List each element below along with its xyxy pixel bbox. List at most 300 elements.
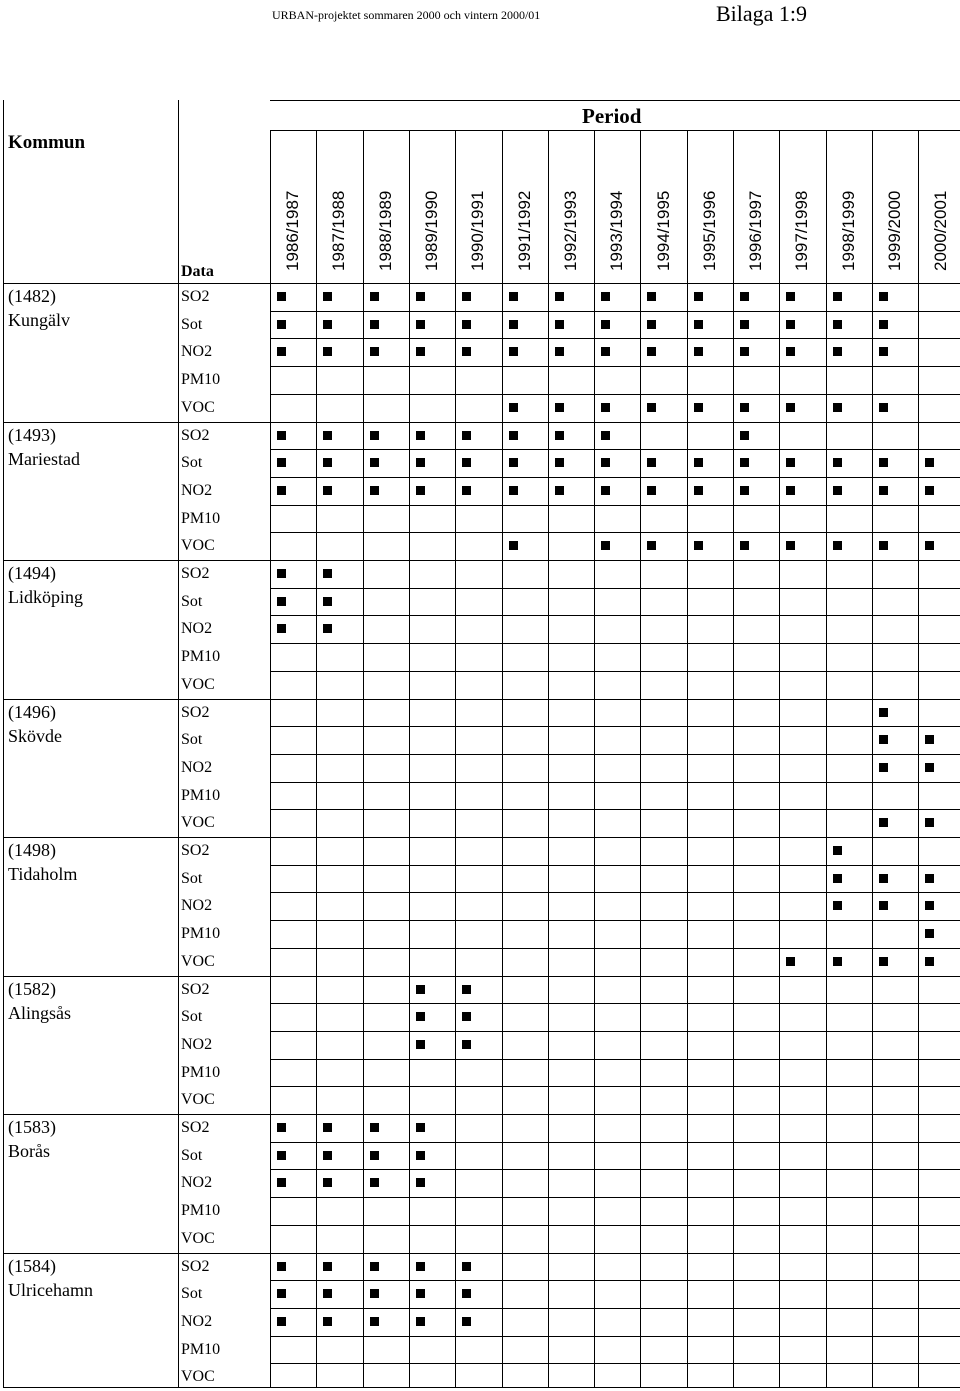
year-column-header bbox=[931, 190, 951, 291]
measurement-mark bbox=[601, 541, 610, 550]
measurement-mark bbox=[601, 347, 610, 356]
municipality-label bbox=[8, 284, 70, 332]
data-type-label: VOC bbox=[181, 537, 215, 555]
measurement-mark bbox=[786, 541, 795, 550]
measurement-mark bbox=[323, 486, 332, 495]
measurement-mark bbox=[879, 292, 888, 301]
measurement-mark bbox=[925, 458, 934, 467]
measurement-mark bbox=[879, 708, 888, 717]
measurement-mark bbox=[833, 320, 842, 329]
measurement-mark bbox=[786, 957, 795, 966]
measurement-mark bbox=[879, 486, 888, 495]
measurement-mark bbox=[277, 347, 286, 356]
measurement-mark bbox=[925, 929, 934, 938]
row-divider bbox=[270, 1142, 960, 1143]
year-column-divider bbox=[502, 130, 503, 1387]
year-column-divider bbox=[779, 130, 780, 1387]
year-column-divider bbox=[363, 130, 364, 1387]
measurement-mark bbox=[462, 985, 471, 994]
period-top-border bbox=[270, 100, 960, 101]
measurement-mark bbox=[925, 486, 934, 495]
measurement-mark bbox=[416, 431, 425, 440]
row-divider bbox=[270, 1031, 960, 1032]
year-label: 1991/1992 bbox=[514, 190, 534, 271]
measurement-mark bbox=[879, 347, 888, 356]
measurement-mark bbox=[601, 292, 610, 301]
measurement-mark bbox=[647, 458, 656, 467]
measurement-mark bbox=[740, 541, 749, 550]
row-divider bbox=[270, 505, 960, 506]
measurement-mark bbox=[416, 347, 425, 356]
measurement-mark bbox=[694, 403, 703, 412]
data-type-label: PM10 bbox=[181, 1202, 221, 1220]
measurement-mark bbox=[370, 1123, 379, 1132]
measurement-mark bbox=[416, 1123, 425, 1132]
data-type-label: SO2 bbox=[181, 288, 210, 305]
kommun-header: Kommun bbox=[8, 132, 86, 153]
measurement-mark bbox=[647, 320, 656, 329]
measurement-mark bbox=[416, 320, 425, 329]
year-label: 1993/1994 bbox=[607, 190, 627, 271]
measurement-mark bbox=[462, 486, 471, 495]
row-divider bbox=[270, 1197, 960, 1198]
municipality-separator bbox=[3, 1114, 960, 1115]
municipality-separator bbox=[3, 837, 960, 838]
year-column-header bbox=[792, 190, 812, 291]
row-divider bbox=[270, 726, 960, 727]
row-divider bbox=[270, 920, 960, 921]
period-header: Period bbox=[582, 104, 642, 128]
measurement-mark bbox=[601, 431, 610, 440]
data-type-label: Sot bbox=[181, 1285, 203, 1303]
year-label: 1988/1989 bbox=[375, 190, 395, 271]
municipality-name: Alingsås bbox=[8, 1002, 71, 1023]
year-column-divider bbox=[594, 130, 595, 1387]
data-type-label: SO2 bbox=[181, 565, 210, 582]
year-column-divider bbox=[640, 130, 641, 1387]
measurement-mark bbox=[740, 292, 749, 301]
measurement-mark bbox=[370, 486, 379, 495]
measurement-mark bbox=[416, 985, 425, 994]
measurement-mark bbox=[833, 846, 842, 855]
measurement-mark bbox=[416, 1262, 425, 1271]
year-column-divider bbox=[733, 130, 734, 1387]
data-type-label: SO2 bbox=[181, 1119, 210, 1136]
row-divider bbox=[270, 449, 960, 450]
measurement-mark bbox=[925, 957, 934, 966]
year-label: 2000/2001 bbox=[931, 190, 951, 271]
municipality-code: (1496) bbox=[8, 701, 56, 722]
row-divider bbox=[270, 338, 960, 339]
measurement-mark bbox=[277, 486, 286, 495]
measurement-mark bbox=[277, 431, 286, 440]
measurement-mark bbox=[740, 431, 749, 440]
municipality-code: (1584) bbox=[8, 1255, 56, 1276]
measurement-mark bbox=[694, 320, 703, 329]
measurement-mark bbox=[323, 569, 332, 578]
measurement-mark bbox=[879, 458, 888, 467]
measurement-mark bbox=[370, 1317, 379, 1326]
data-type-label: SO2 bbox=[181, 426, 210, 444]
measurement-mark bbox=[509, 541, 518, 550]
municipality-label bbox=[8, 1115, 56, 1163]
row-divider bbox=[270, 477, 960, 478]
row-divider bbox=[270, 809, 960, 810]
measurement-mark bbox=[833, 458, 842, 467]
measurement-mark bbox=[879, 957, 888, 966]
row-divider bbox=[270, 865, 960, 866]
measurement-mark bbox=[786, 320, 795, 329]
year-label: 1997/1998 bbox=[792, 190, 812, 271]
data-type-label: VOC bbox=[181, 398, 215, 416]
measurement-mark bbox=[462, 1262, 471, 1271]
measurement-mark bbox=[370, 431, 379, 440]
year-column-header bbox=[283, 190, 303, 291]
data-type-label: SO2 bbox=[181, 1257, 210, 1275]
measurement-mark bbox=[277, 597, 286, 606]
measurement-mark bbox=[786, 458, 795, 467]
measurement-mark bbox=[462, 347, 471, 356]
measurement-mark bbox=[509, 486, 518, 495]
measurement-mark bbox=[833, 292, 842, 301]
measurement-mark bbox=[323, 431, 332, 440]
measurement-mark bbox=[833, 486, 842, 495]
data-type-label: VOC bbox=[181, 675, 215, 693]
data-type-label: PM10 bbox=[181, 509, 221, 527]
measurement-mark bbox=[323, 292, 332, 301]
year-column-divider bbox=[409, 130, 410, 1387]
measurement-mark bbox=[416, 1040, 425, 1049]
row-divider bbox=[270, 782, 960, 783]
municipality-label bbox=[8, 423, 80, 471]
measurement-mark bbox=[416, 1289, 425, 1298]
data-type-label: PM10 bbox=[181, 1340, 221, 1358]
measurement-mark bbox=[370, 292, 379, 301]
measurement-mark bbox=[323, 320, 332, 329]
data-type-label: NO2 bbox=[181, 1312, 213, 1330]
measurement-mark bbox=[509, 347, 518, 356]
measurement-mark bbox=[416, 1178, 425, 1187]
measurement-mark bbox=[323, 597, 332, 606]
measurement-mark bbox=[416, 1317, 425, 1326]
row-divider bbox=[270, 394, 960, 395]
measurement-mark bbox=[740, 403, 749, 412]
row-divider bbox=[270, 1169, 960, 1170]
municipality-label bbox=[8, 977, 71, 1025]
measurement-mark bbox=[370, 347, 379, 356]
measurement-mark bbox=[323, 1178, 332, 1187]
measurement-mark bbox=[601, 486, 610, 495]
municipality-label bbox=[8, 700, 62, 748]
measurement-mark bbox=[740, 320, 749, 329]
measurement-mark bbox=[879, 874, 888, 883]
measurement-mark bbox=[694, 347, 703, 356]
row-divider bbox=[270, 532, 960, 533]
measurement-mark bbox=[879, 320, 888, 329]
data-type-label: NO2 bbox=[181, 481, 213, 499]
kommun-data-divider bbox=[178, 100, 179, 1387]
measurement-mark bbox=[879, 901, 888, 910]
year-column-divider bbox=[918, 130, 919, 1387]
row-divider bbox=[270, 948, 960, 949]
year-column-header bbox=[375, 190, 396, 291]
measurement-mark bbox=[370, 458, 379, 467]
measurement-mark bbox=[740, 347, 749, 356]
measurement-mark bbox=[740, 458, 749, 467]
measurement-mark bbox=[925, 763, 934, 772]
measurement-mark bbox=[509, 431, 518, 440]
data-type-label: NO2 bbox=[181, 620, 213, 638]
measurement-mark bbox=[647, 292, 656, 301]
data-type-label: NO2 bbox=[181, 758, 213, 776]
row-divider bbox=[270, 671, 960, 672]
measurement-mark bbox=[416, 1012, 425, 1021]
data-type-label: Sot bbox=[181, 1008, 203, 1026]
measurement-mark bbox=[833, 541, 842, 550]
measurement-mark bbox=[925, 874, 934, 883]
row-divider bbox=[270, 1308, 960, 1309]
measurement-mark bbox=[555, 347, 564, 356]
municipality-code: (1482) bbox=[8, 286, 56, 306]
measurement-mark bbox=[555, 403, 564, 412]
municipality-separator bbox=[3, 422, 960, 423]
year-label: 1999/2000 bbox=[885, 190, 905, 271]
measurement-mark bbox=[786, 347, 795, 356]
measurement-mark bbox=[370, 1289, 379, 1298]
municipality-separator bbox=[3, 699, 960, 700]
municipality-separator bbox=[3, 283, 960, 284]
year-column-divider bbox=[455, 130, 456, 1387]
data-type-label: Sot bbox=[181, 869, 203, 887]
data-type-label: Sot bbox=[181, 454, 203, 472]
year-column-header bbox=[653, 190, 674, 291]
measurement-mark bbox=[509, 320, 518, 329]
measurement-mark bbox=[925, 735, 934, 744]
measurement-mark bbox=[462, 292, 471, 301]
municipality-code: (1582) bbox=[8, 978, 56, 999]
measurement-mark bbox=[277, 1178, 286, 1187]
measurement-mark bbox=[509, 403, 518, 412]
measurement-mark bbox=[416, 1151, 425, 1160]
measurement-mark bbox=[277, 320, 286, 329]
measurement-mark bbox=[462, 1289, 471, 1298]
row-divider bbox=[270, 754, 960, 755]
municipality-code: (1493) bbox=[8, 424, 56, 445]
municipality-name: Lidköping bbox=[8, 587, 83, 607]
year-label: 1995/1996 bbox=[699, 190, 719, 271]
measurement-mark bbox=[925, 818, 934, 827]
row-divider bbox=[270, 643, 960, 644]
measurement-mark bbox=[323, 1289, 332, 1298]
row-divider bbox=[270, 1086, 960, 1087]
data-header: Data bbox=[181, 263, 214, 280]
data-type-label: Sot bbox=[181, 1146, 203, 1164]
measurement-mark bbox=[277, 458, 286, 467]
year-column-divider bbox=[270, 130, 271, 1387]
measurement-mark bbox=[370, 1262, 379, 1271]
municipality-code: (1583) bbox=[8, 1117, 56, 1137]
data-type-label: SO2 bbox=[181, 842, 210, 859]
data-type-label: NO2 bbox=[181, 1035, 213, 1053]
data-type-label: PM10 bbox=[181, 371, 221, 389]
municipality-separator bbox=[3, 1253, 960, 1254]
municipality-name: Ulricehamn bbox=[8, 1279, 93, 1300]
measurement-mark bbox=[647, 486, 656, 495]
municipality-label bbox=[8, 561, 83, 609]
measurement-mark bbox=[647, 347, 656, 356]
municipality-name: Borås bbox=[8, 1141, 50, 1161]
municipality-name: Mariestad bbox=[8, 448, 80, 469]
municipality-name: Skövde bbox=[8, 725, 62, 746]
data-type-label: VOC bbox=[181, 814, 215, 832]
data-type-label: VOC bbox=[181, 952, 215, 970]
header-project: URBAN-projektet sommaren 2000 och vintern 2000/01 bbox=[272, 8, 541, 22]
measurement-mark bbox=[323, 1151, 332, 1160]
municipality-code: (1498) bbox=[8, 840, 56, 860]
year-label: 1989/1990 bbox=[422, 190, 442, 271]
row-divider bbox=[270, 1225, 960, 1226]
data-type-label: Sot bbox=[181, 731, 203, 749]
year-column-header bbox=[699, 190, 720, 291]
year-column-header bbox=[422, 190, 442, 291]
data-type-label: PM10 bbox=[181, 648, 221, 666]
header-appendix: Bilaga 1:9 bbox=[716, 1, 808, 26]
row-divider bbox=[270, 1280, 960, 1281]
measurement-mark bbox=[879, 763, 888, 772]
year-column-header bbox=[514, 190, 535, 291]
data-type-label: Sot bbox=[181, 315, 203, 333]
row-divider bbox=[270, 1336, 960, 1337]
measurement-mark bbox=[370, 320, 379, 329]
year-column-header bbox=[838, 190, 859, 291]
year-column-header bbox=[560, 190, 581, 291]
measurement-mark bbox=[879, 818, 888, 827]
year-column-divider bbox=[316, 130, 317, 1387]
measurement-mark bbox=[786, 486, 795, 495]
row-divider bbox=[270, 311, 960, 312]
measurement-mark bbox=[323, 1123, 332, 1132]
data-type-label: PM10 bbox=[181, 1063, 221, 1081]
measurement-mark bbox=[925, 901, 934, 910]
data-type-label: PM10 bbox=[181, 786, 221, 804]
measurement-mark bbox=[416, 458, 425, 467]
municipality-separator bbox=[3, 560, 960, 561]
year-label: 1998/1999 bbox=[838, 190, 858, 271]
measurement-mark bbox=[555, 320, 564, 329]
year-column-header bbox=[746, 190, 766, 291]
measurement-mark bbox=[462, 320, 471, 329]
data-type-label: SO2 bbox=[181, 980, 210, 998]
measurement-mark bbox=[323, 1262, 332, 1271]
measurement-mark bbox=[786, 403, 795, 412]
measurement-mark bbox=[833, 957, 842, 966]
measurement-mark bbox=[833, 901, 842, 910]
measurement-mark bbox=[694, 486, 703, 495]
municipality-name: Tidaholm bbox=[8, 864, 78, 884]
year-label: 1996/1997 bbox=[746, 190, 766, 271]
municipality-separator bbox=[3, 976, 960, 977]
measurement-mark bbox=[601, 320, 610, 329]
measurement-mark bbox=[879, 735, 888, 744]
measurement-mark bbox=[277, 1262, 286, 1271]
measurement-mark bbox=[323, 1317, 332, 1326]
row-divider bbox=[270, 588, 960, 589]
measurement-mark bbox=[462, 458, 471, 467]
data-type-label: PM10 bbox=[181, 925, 221, 943]
measurement-mark bbox=[694, 541, 703, 550]
measurement-mark bbox=[323, 458, 332, 467]
measurement-mark bbox=[416, 486, 425, 495]
measurement-mark bbox=[277, 1151, 286, 1160]
measurement-mark bbox=[462, 1317, 471, 1326]
data-type-label: VOC bbox=[181, 1229, 215, 1247]
measurement-mark bbox=[370, 1151, 379, 1160]
municipality-label bbox=[8, 1254, 93, 1302]
data-type-label: VOC bbox=[181, 1091, 215, 1109]
measurement-mark bbox=[555, 458, 564, 467]
measurement-mark bbox=[694, 458, 703, 467]
measurement-mark bbox=[647, 403, 656, 412]
year-label: 1987/1988 bbox=[329, 190, 349, 271]
measurement-mark bbox=[555, 486, 564, 495]
table-left-border bbox=[3, 100, 4, 1387]
measurement-mark bbox=[277, 1289, 286, 1298]
measurement-mark bbox=[277, 1317, 286, 1326]
measurement-mark bbox=[833, 403, 842, 412]
year-column-header bbox=[607, 190, 627, 291]
measurement-mark bbox=[416, 292, 425, 301]
measurement-mark bbox=[833, 874, 842, 883]
year-column-header bbox=[329, 190, 349, 291]
data-type-label: NO2 bbox=[181, 343, 213, 361]
year-column-divider bbox=[548, 130, 549, 1387]
row-divider bbox=[270, 1003, 960, 1004]
year-label: 1990/1991 bbox=[468, 190, 488, 271]
data-type-label: NO2 bbox=[181, 897, 213, 915]
year-column-header bbox=[468, 190, 488, 291]
year-column-divider bbox=[826, 130, 827, 1387]
measurement-mark bbox=[462, 1012, 471, 1021]
data-type-label: SO2 bbox=[181, 703, 210, 721]
measurement-mark bbox=[647, 541, 656, 550]
year-label: 1986/1987 bbox=[283, 190, 303, 271]
measurement-mark bbox=[277, 292, 286, 301]
period-header-border bbox=[270, 130, 960, 131]
measurement-mark bbox=[786, 292, 795, 301]
table-bottom-border bbox=[3, 1387, 960, 1388]
measurement-mark bbox=[277, 569, 286, 578]
measurement-mark bbox=[509, 458, 518, 467]
measurement-mark bbox=[601, 458, 610, 467]
municipality-code: (1494) bbox=[8, 563, 56, 583]
measurement-mark bbox=[740, 486, 749, 495]
row-divider bbox=[270, 892, 960, 893]
municipality-label bbox=[8, 838, 77, 886]
measurement-mark bbox=[601, 403, 610, 412]
measurement-mark bbox=[462, 1040, 471, 1049]
data-type-label: NO2 bbox=[181, 1174, 213, 1192]
measurement-mark bbox=[277, 624, 286, 633]
year-label: 1994/1995 bbox=[653, 190, 673, 271]
measurement-mark bbox=[277, 1123, 286, 1132]
measurement-mark bbox=[323, 624, 332, 633]
row-divider bbox=[270, 1059, 960, 1060]
year-column-header bbox=[885, 190, 905, 291]
measurement-mark bbox=[694, 292, 703, 301]
row-divider bbox=[270, 615, 960, 616]
measurement-mark bbox=[462, 431, 471, 440]
year-column-divider bbox=[872, 130, 873, 1387]
